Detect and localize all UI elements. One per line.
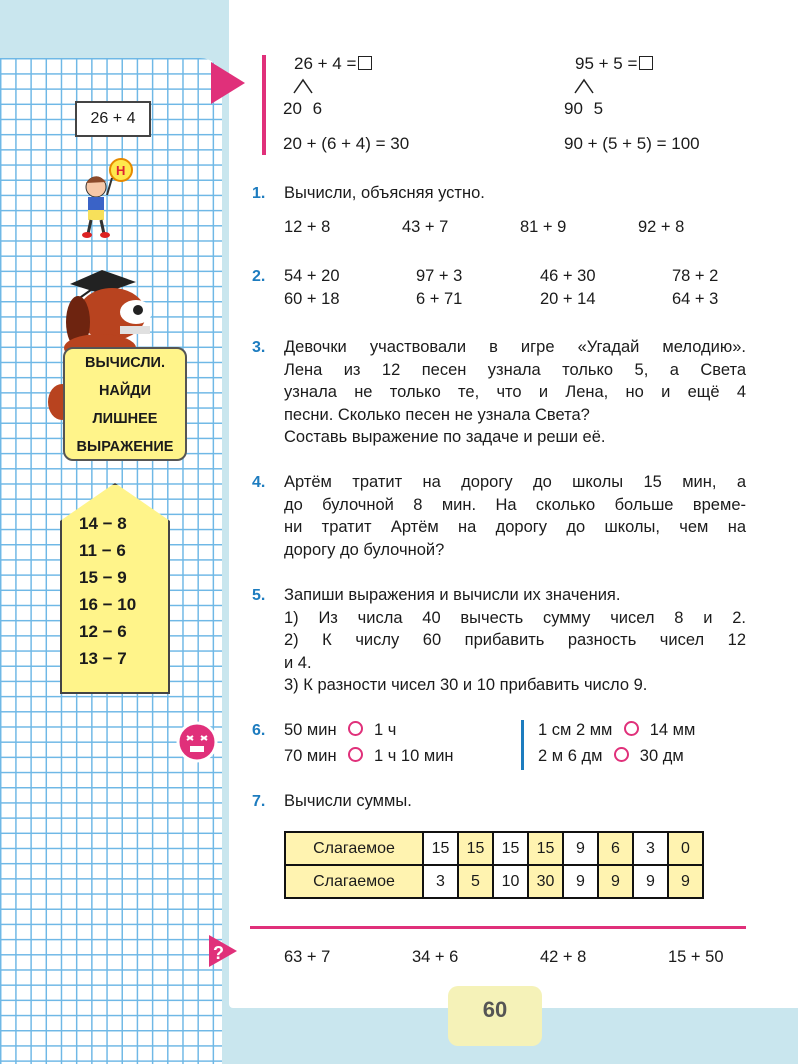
task6-comparison: 1 см 2 мм 14 мм (538, 721, 696, 739)
task2-item: 20 + 14 (540, 290, 596, 308)
table-cell: 5 (458, 865, 493, 898)
task1-item: 92 + 8 (638, 218, 685, 236)
table-cell: 9 (563, 865, 598, 898)
boy-illustration-icon (74, 158, 154, 240)
intro-right-split: 90 5 (564, 99, 604, 118)
hard-task-face-icon (175, 720, 219, 764)
task1-item: 12 + 8 (284, 218, 331, 236)
task2-item: 54 + 20 (284, 267, 340, 285)
bonus-item: 34 + 6 (412, 948, 459, 966)
task3-text: Девочки участвовали в игре «Угадай мелодию». Лена из 12 песен узнала только 5, а Света узнала не только те, что и Лена, но и ещё 4 песни. Сколько песен не узнала Света? Составь выражение по задаче и реши её. (284, 338, 746, 446)
table-cell: 15 (528, 832, 563, 865)
table-cell: 10 (493, 865, 528, 898)
house-item: 15 − 9 (79, 568, 127, 587)
task-label-line: ВЫЧИСЛИ. (84, 355, 165, 371)
house-list (79, 510, 136, 672)
table-cell: 15 (493, 832, 528, 865)
task7-title: Вычисли суммы. (284, 792, 412, 810)
table-cell: 15 (458, 832, 493, 865)
intro-right-result: 90 + (5 + 5) = 100 (564, 134, 700, 153)
intro-left-result: 20 + (6 + 4) = 30 (283, 134, 410, 153)
example-box: 26 + 4 (75, 101, 151, 137)
task1-item: 43 + 7 (402, 218, 449, 236)
page-number: 60 (448, 986, 542, 1046)
house-item: 16 − 10 (79, 595, 137, 614)
table-cell: 15 (423, 832, 458, 865)
task2-item: 46 + 30 (540, 267, 596, 285)
bonus-divider (250, 926, 746, 929)
table-cell: 9 (563, 832, 598, 865)
bonus-item: 15 + 50 (668, 948, 724, 966)
bonus-item: 63 + 7 (284, 948, 331, 966)
table-cell: 3 (423, 865, 458, 898)
split-icon (571, 78, 601, 94)
task-label-line: НАЙДИ (98, 383, 152, 399)
table-cell: 30 (528, 865, 563, 898)
task-number: 5. (252, 587, 266, 604)
task2-item: 97 + 3 (416, 267, 463, 285)
compare-circle-icon[interactable] (348, 747, 363, 762)
task2-item: 6 + 71 (416, 290, 463, 308)
house-item: 14 − 8 (79, 514, 127, 533)
task5-text: Запиши выражения и вычисли их значения. 1) Из числа 40 вычесть сумму чисел 8 и 2. 2) К числу 60 прибавить разность чисел 12 и 4. 3) К разности чисел 30 и 10 прибавить число 9. (284, 586, 746, 694)
task-label-line: ВЫРАЖЕНИЕ (76, 439, 174, 455)
task-number: 1. (252, 185, 266, 202)
svg-text:Н: Н (116, 163, 126, 178)
task-number: 2. (252, 268, 266, 285)
task-number: 7. (252, 793, 266, 810)
task2-item: 60 + 18 (284, 290, 340, 308)
task-number: 6. (252, 722, 266, 739)
intro-left-split: 20 6 (283, 99, 323, 118)
bonus-item: 42 + 8 (540, 948, 587, 966)
task-label-line: ЛИШНЕЕ (92, 411, 158, 427)
table-cell: 3 (633, 832, 668, 865)
table-cell: 9 (633, 865, 668, 898)
table-cell: 9 (668, 865, 703, 898)
task6-comparison: 50 мин 1 ч (284, 721, 397, 739)
task2-item: 78 + 2 (672, 267, 719, 285)
house-item: 13 − 7 (79, 649, 127, 668)
task6-comparison: 70 мин 1 ч 10 мин (284, 747, 454, 765)
task-number: 4. (252, 474, 266, 491)
task1-title: Вычисли, объясняя устно. (284, 184, 485, 202)
task-number: 3. (252, 339, 266, 356)
table-row (285, 865, 703, 898)
split-icon (290, 78, 320, 94)
divider (521, 720, 524, 770)
compare-circle-icon[interactable] (614, 747, 629, 762)
task1-item: 81 + 9 (520, 218, 567, 236)
compare-circle-icon[interactable] (348, 721, 363, 736)
task4-text: Артём тратит на дорогу до школы 15 мин, а до булочной 8 мин. На сколько больше време- ни тратит Артём на дорогу до школы, чем на дорогу до булочной? (284, 473, 746, 559)
question-icon (207, 931, 239, 971)
task6-comparison: 2 м 6 дм 30 дм (538, 747, 684, 765)
house-item: 12 − 6 (79, 622, 127, 641)
table-row-label: Слагаемое (285, 832, 423, 865)
table-cell: 6 (598, 832, 633, 865)
intro-left-expr: 26 + 4 = (294, 54, 372, 74)
svg-text:?: ? (213, 943, 224, 963)
house-item: 11 − 6 (79, 541, 126, 560)
task2-item: 64 + 3 (672, 290, 719, 308)
pink-arrow-icon (207, 58, 249, 108)
compare-circle-icon[interactable] (624, 721, 639, 736)
table-cell: 0 (668, 832, 703, 865)
table-row (285, 832, 703, 865)
table-cell: 9 (598, 865, 633, 898)
table-row-label: Слагаемое (285, 865, 423, 898)
intro-bar (262, 55, 266, 155)
intro-right-expr: 95 + 5 = (575, 54, 653, 74)
task-label (63, 347, 187, 461)
sum-table (284, 831, 704, 899)
